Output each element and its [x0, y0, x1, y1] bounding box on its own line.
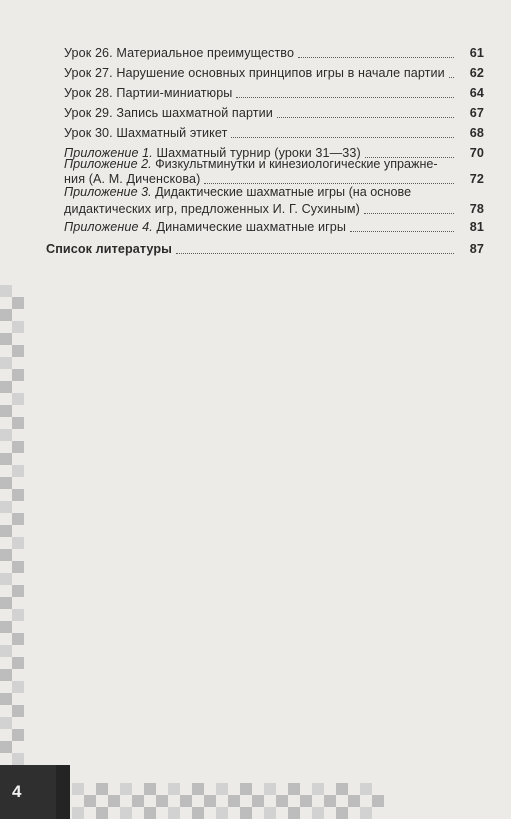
checker-square [0, 501, 12, 513]
checker-square [12, 633, 24, 645]
checker-square [0, 477, 12, 489]
checker-square [72, 807, 84, 819]
checker-square [228, 795, 240, 807]
toc-entry-title [64, 220, 346, 235]
dot-leader [350, 230, 454, 232]
toc-entry-title: Урок 26. Материальное преимущество [64, 46, 295, 60]
appendix-text: дидактических игр, предложенных И. Г. Сухиным) [64, 202, 360, 216]
toc-appendix-3-line1[interactable] [64, 185, 411, 200]
checker-square [312, 807, 324, 819]
checker-square [168, 807, 180, 819]
checker-square [12, 705, 24, 717]
checker-square [12, 369, 24, 381]
checker-square [144, 783, 156, 795]
appendix-text: Шахматный турнир (уроки 31—33) [156, 146, 361, 160]
toc-bibliography[interactable] [46, 242, 484, 257]
checker-square [120, 807, 132, 819]
checker-square [12, 441, 24, 453]
checker-square [12, 297, 24, 309]
checker-square [264, 783, 276, 795]
checker-square [216, 783, 228, 795]
checker-square [240, 783, 252, 795]
toc-entry-page: 61 [469, 46, 484, 60]
checker-square [132, 795, 144, 807]
checker-square [0, 645, 12, 657]
checker-square [0, 741, 12, 753]
dot-leader [204, 182, 454, 184]
checker-square [0, 597, 12, 609]
checker-square [360, 807, 372, 819]
checker-square [240, 807, 252, 819]
checker-square [12, 681, 24, 693]
dot-leader [298, 56, 454, 58]
toc-entry[interactable] [64, 46, 484, 61]
checker-square [0, 525, 12, 537]
checker-square [0, 573, 12, 585]
checker-square [84, 795, 96, 807]
checker-square [0, 285, 12, 297]
dot-leader [176, 252, 454, 254]
toc-appendix-4[interactable] [64, 220, 484, 235]
checker-square [0, 717, 12, 729]
checker-square [12, 609, 24, 621]
appendix-text: Динамические шахматные игры [156, 220, 347, 234]
toc-entry-title: Урок 28. Партии-миниатюры [64, 86, 233, 100]
page-number-box [0, 765, 70, 819]
checker-square [0, 669, 12, 681]
dot-leader [364, 212, 454, 214]
checker-square [12, 345, 24, 357]
checker-square [12, 321, 24, 333]
toc-entry-title: Урок 29. Запись шахматной партии [64, 106, 273, 120]
toc-entry-page: 81 [469, 220, 484, 234]
toc-entry[interactable] [64, 86, 484, 101]
checker-square [372, 795, 384, 807]
checker-square [12, 513, 24, 525]
checker-square [120, 783, 132, 795]
checker-square [108, 795, 120, 807]
toc-entry-page: 72 [469, 172, 484, 186]
checker-square [0, 429, 12, 441]
checker-square [144, 807, 156, 819]
checker-square [12, 537, 24, 549]
toc-appendix-2-line1[interactable] [64, 157, 438, 172]
checker-square [168, 783, 180, 795]
checker-square [0, 549, 12, 561]
toc-entry-page: 62 [469, 66, 484, 80]
checker-square [12, 417, 24, 429]
appendix-label: Приложение 2. [64, 157, 152, 171]
checker-square [12, 393, 24, 405]
toc-entry-title: Урок 30. Шахматный этикет [64, 126, 228, 140]
checker-square [0, 405, 12, 417]
toc-entry[interactable] [64, 126, 484, 141]
toc-entry-page: 78 [469, 202, 484, 216]
checker-square [348, 795, 360, 807]
toc-entry-page: 87 [469, 242, 484, 256]
checker-square [312, 783, 324, 795]
checker-square [156, 795, 168, 807]
checker-square [288, 783, 300, 795]
checker-square [360, 783, 372, 795]
checker-square [276, 795, 288, 807]
checker-square [252, 795, 264, 807]
checker-square [12, 465, 24, 477]
checker-square [324, 795, 336, 807]
toc-entry-title: Урок 27. Нарушение основных принципов игры в начале партии [64, 66, 445, 80]
dot-leader [449, 76, 454, 78]
checker-square [0, 309, 12, 321]
dot-leader [231, 136, 454, 138]
checker-square [12, 489, 24, 501]
appendix-text: ния (А. М. Диченскова) [64, 172, 201, 186]
toc-entry-page: 70 [469, 146, 484, 160]
checker-square [0, 333, 12, 345]
appendix-label: Приложение 3. [64, 185, 152, 199]
checker-square [0, 357, 12, 369]
checker-square [0, 381, 12, 393]
checker-square [12, 657, 24, 669]
checker-square [264, 807, 276, 819]
checker-square [288, 807, 300, 819]
checker-square [0, 693, 12, 705]
appendix-text: Физкультминутки и кинезиологические упражне- [155, 157, 438, 171]
checker-square [180, 795, 192, 807]
dot-leader [236, 96, 454, 98]
checker-square [72, 783, 84, 795]
appendix-label: Приложение 1. [64, 146, 153, 160]
dot-leader [277, 116, 454, 118]
appendix-label: Приложение 4. [64, 220, 153, 234]
checker-square [12, 561, 24, 573]
checker-square [300, 795, 312, 807]
checker-square [12, 753, 24, 765]
checker-square [12, 729, 24, 741]
checker-square [96, 783, 108, 795]
checker-square [204, 795, 216, 807]
checker-square [192, 807, 204, 819]
bibliography-title: Список литературы [46, 242, 173, 256]
checker-square [192, 783, 204, 795]
checker-square [216, 807, 228, 819]
checker-square [96, 807, 108, 819]
toc-entry-page: 68 [469, 126, 484, 140]
appendix-text: Дидактические шахматные игры (на основе [155, 185, 412, 199]
checker-square [0, 621, 12, 633]
toc-entry-page: 64 [469, 86, 484, 100]
checker-square [0, 453, 12, 465]
toc-entry[interactable] [64, 66, 484, 81]
toc-appendix-3[interactable] [64, 202, 484, 217]
checker-square [336, 807, 348, 819]
toc-entry[interactable] [64, 106, 484, 121]
checker-square [336, 783, 348, 795]
checker-square [12, 585, 24, 597]
toc-entry-page: 67 [469, 106, 484, 120]
page-number: 4 [12, 782, 22, 801]
